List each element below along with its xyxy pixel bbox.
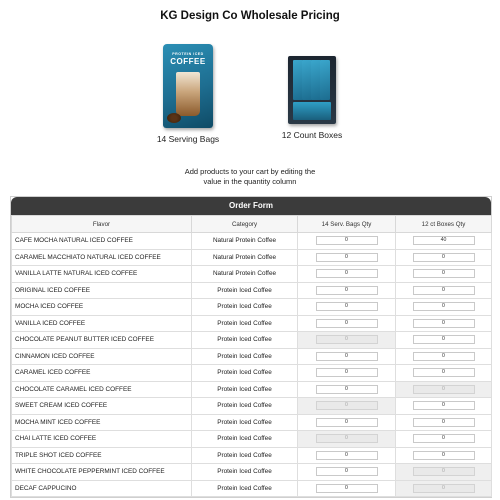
bags-qty-input[interactable]: 0	[316, 385, 378, 394]
column-header-category[interactable]: Category	[192, 216, 298, 233]
column-header-flavor[interactable]: Flavor	[12, 216, 192, 233]
category-cell: Protein Iced Coffee	[192, 282, 298, 299]
boxes-qty-cell	[396, 348, 492, 365]
product-caption: 12 Count Boxes	[281, 130, 343, 140]
table-row	[12, 431, 492, 448]
order-form	[10, 196, 492, 498]
boxes-qty-cell	[396, 315, 492, 332]
product-bags[interactable]	[148, 44, 228, 144]
box-front-graphic	[293, 102, 331, 120]
category-cell: Protein Iced Coffee	[192, 447, 298, 464]
iced-coffee-cup-graphic	[176, 72, 200, 116]
column-header-bags-qty[interactable]: 14 Serv. Bags Qty	[298, 216, 396, 233]
bags-qty-cell	[298, 233, 396, 250]
category-cell: Protein Iced Coffee	[192, 348, 298, 365]
boxes-qty-input[interactable]: 0	[413, 253, 475, 262]
boxes-qty-cell	[396, 266, 492, 283]
table-row	[12, 233, 492, 250]
protein-iced-coffee-bag-image[interactable]	[163, 44, 213, 128]
boxes-qty-cell	[396, 447, 492, 464]
boxes-qty-cell	[396, 365, 492, 382]
coffee-beans-graphic	[167, 113, 181, 123]
bags-qty-cell	[298, 365, 396, 382]
flavor-cell: VANILLA ICED COFFEE	[12, 315, 192, 332]
table-row	[12, 414, 492, 431]
category-cell: Protein Iced Coffee	[192, 414, 298, 431]
boxes-qty-input[interactable]: 0	[413, 352, 475, 361]
category-cell: Protein Iced Coffee	[192, 299, 298, 316]
category-cell: Protein Iced Coffee	[192, 332, 298, 349]
table-row	[12, 282, 492, 299]
boxes-qty-cell	[396, 282, 492, 299]
bags-qty-cell	[298, 282, 396, 299]
table-row	[12, 266, 492, 283]
category-cell: Protein Iced Coffee	[192, 398, 298, 415]
boxes-qty-cell	[396, 249, 492, 266]
flavor-cell: VANILLA LATTE NATURAL ICED COFFEE	[12, 266, 192, 283]
table-row	[12, 480, 492, 497]
bags-qty-input[interactable]: 0	[316, 302, 378, 311]
flavor-cell: TRIPLE SHOT ICED COFFEE	[12, 447, 192, 464]
bags-qty-cell	[298, 315, 396, 332]
table-row	[12, 332, 492, 349]
flavor-cell: DECAF CAPPUCINO	[12, 480, 192, 497]
bags-qty-cell	[298, 299, 396, 316]
category-cell: Natural Protein Coffee	[192, 249, 298, 266]
category-cell: Protein Iced Coffee	[192, 381, 298, 398]
flavor-cell: MOCHA MINT ICED COFFEE	[12, 414, 192, 431]
flavor-cell: WHITE CHOCOLATE PEPPERMINT ICED COFFEE	[12, 464, 192, 481]
column-header-boxes-qty[interactable]: 12 ct Boxes Qty	[396, 216, 492, 233]
order-form-title: Order Form	[11, 197, 491, 215]
boxes-qty-input[interactable]: 0	[413, 434, 475, 443]
flavor-cell: CHAI LATTE ICED COFFEE	[12, 431, 192, 448]
bags-qty-input: 0	[316, 434, 378, 443]
boxes-qty-cell	[396, 431, 492, 448]
instructions-line: value in the quantity column	[203, 177, 297, 186]
bag-brand-text: PROTEIN ICED	[172, 52, 204, 56]
boxes-qty-input[interactable]: 0	[413, 401, 475, 410]
bags-qty-input[interactable]: 0	[316, 484, 378, 493]
bags-qty-cell	[298, 332, 396, 349]
table-row	[12, 381, 492, 398]
table-row	[12, 299, 492, 316]
bag-coffee-text: COFFEE	[170, 57, 206, 66]
boxes-qty-cell	[396, 299, 492, 316]
bags-qty-cell	[298, 414, 396, 431]
bags-qty-cell	[298, 348, 396, 365]
order-table	[11, 215, 492, 497]
boxes-qty-input: 0	[413, 484, 475, 493]
category-cell: Natural Protein Coffee	[192, 266, 298, 283]
flavor-cell: CHOCOLATE CARAMEL ICED COFFEE	[12, 381, 192, 398]
bags-qty-cell	[298, 431, 396, 448]
boxes-qty-input[interactable]: 0	[413, 418, 475, 427]
bags-qty-input[interactable]: 0	[316, 286, 378, 295]
bags-qty-input[interactable]: 0	[316, 368, 378, 377]
bags-qty-input: 0	[316, 335, 378, 344]
bags-qty-input[interactable]: 0	[316, 236, 378, 245]
category-cell: Protein Iced Coffee	[192, 365, 298, 382]
boxes-qty-cell	[396, 414, 492, 431]
boxes-qty-cell	[396, 398, 492, 415]
boxes-qty-cell	[396, 381, 492, 398]
flavor-cell: CAFE MOCHA NATURAL ICED COFFEE	[12, 233, 192, 250]
category-cell: Protein Iced Coffee	[192, 480, 298, 497]
flavor-cell: CARAMEL MACCHIATO NATURAL ICED COFFEE	[12, 249, 192, 266]
category-cell: Protein Iced Coffee	[192, 315, 298, 332]
boxes-qty-input: 0	[413, 467, 475, 476]
protein-iced-coffee-box-image[interactable]	[288, 56, 336, 124]
table-row	[12, 348, 492, 365]
table-row	[12, 365, 492, 382]
bags-qty-input[interactable]: 0	[316, 269, 378, 278]
bags-qty-input[interactable]: 0	[316, 319, 378, 328]
category-cell: Natural Protein Coffee	[192, 233, 298, 250]
flavor-cell: CINNAMON ICED COFFEE	[12, 348, 192, 365]
bags-qty-input[interactable]: 0	[316, 253, 378, 262]
bags-qty-input[interactable]: 0	[316, 418, 378, 427]
bags-qty-cell	[298, 398, 396, 415]
boxes-qty-input[interactable]: 0	[413, 286, 475, 295]
bags-qty-cell	[298, 447, 396, 464]
packet-graphic	[320, 60, 330, 100]
bags-qty-input[interactable]: 0	[316, 451, 378, 460]
table-row	[12, 398, 492, 415]
table-row	[12, 447, 492, 464]
table-row	[12, 315, 492, 332]
boxes-qty-input[interactable]: 0	[413, 302, 475, 311]
page-title: KG Design Co Wholesale Pricing	[160, 10, 340, 22]
boxes-qty-cell	[396, 464, 492, 481]
boxes-qty-cell	[396, 233, 492, 250]
bags-qty-cell	[298, 464, 396, 481]
boxes-qty-input[interactable]: 0	[413, 335, 475, 344]
table-row	[12, 249, 492, 266]
category-cell: Protein Iced Coffee	[192, 431, 298, 448]
bags-qty-input[interactable]: 0	[316, 467, 378, 476]
flavor-cell: CARAMEL ICED COFFEE	[12, 365, 192, 382]
boxes-qty-input: 0	[413, 385, 475, 394]
boxes-qty-input[interactable]: 0	[413, 319, 475, 328]
bags-qty-cell	[298, 381, 396, 398]
boxes-qty-input[interactable]: 0	[413, 368, 475, 377]
bags-qty-input[interactable]: 0	[316, 352, 378, 361]
instructions-text	[0, 167, 500, 187]
bags-qty-cell	[298, 249, 396, 266]
bags-qty-input: 0	[316, 401, 378, 410]
boxes-qty-cell	[396, 480, 492, 497]
bags-qty-cell	[298, 266, 396, 283]
product-boxes[interactable]	[272, 56, 352, 140]
boxes-qty-cell	[396, 332, 492, 349]
flavor-cell: CHOCOLATE PEANUT BUTTER ICED COFFEE	[12, 332, 192, 349]
bags-qty-cell	[298, 480, 396, 497]
flavor-cell: MOCHA ICED COFFEE	[12, 299, 192, 316]
flavor-cell: SWEET CREAM ICED COFFEE	[12, 398, 192, 415]
table-row	[12, 464, 492, 481]
product-caption: 14 Serving Bags	[156, 134, 220, 144]
instructions-line: Add products to your cart by editing the	[184, 167, 316, 176]
table-header-row	[12, 216, 492, 233]
boxes-qty-input[interactable]: 40	[413, 236, 475, 245]
category-cell: Protein Iced Coffee	[192, 464, 298, 481]
boxes-qty-input[interactable]: 0	[413, 451, 475, 460]
boxes-qty-input[interactable]: 0	[413, 269, 475, 278]
flavor-cell: ORIGINAL ICED COFFEE	[12, 282, 192, 299]
